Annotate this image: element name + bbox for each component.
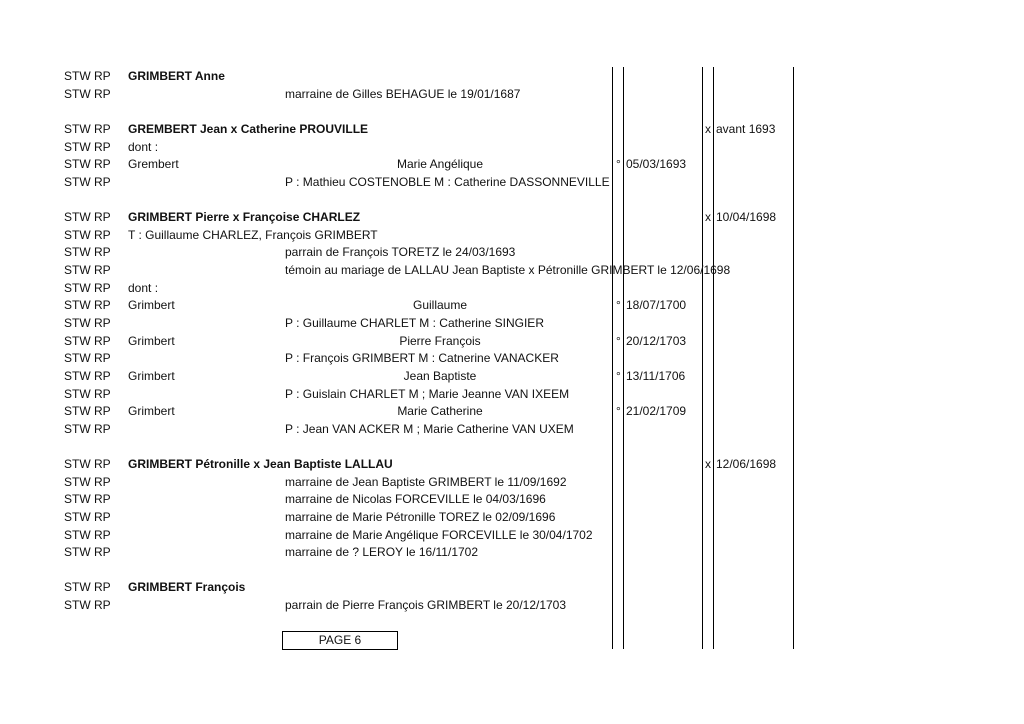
table-row: [0, 279, 1024, 297]
child-surname: Grembert: [128, 157, 179, 171]
person-heading: GRIMBERT Pétronille x Jean Baptiste LALLAU: [128, 457, 393, 471]
register-code: STW RP: [64, 387, 111, 401]
page-number-label: PAGE 6: [318, 633, 362, 647]
marriage-marker: x: [705, 210, 711, 224]
table-row: [0, 596, 1024, 614]
register-code: STW RP: [64, 175, 111, 189]
row-detail: P : François GRIMBERT M : Catnerine VANACKER: [285, 351, 559, 365]
register-code: STW RP: [64, 510, 111, 524]
table-row: [0, 332, 1024, 350]
row-detail: P : Mathieu COSTENOBLE M : Catherine DASSONNEVILLE: [285, 175, 610, 189]
row-detail: marraine de Nicolas FORCEVILLE le 04/03/1696: [285, 492, 546, 506]
birth-date: 21/02/1709: [626, 404, 687, 418]
register-code: STW RP: [64, 122, 111, 136]
table-row: [0, 173, 1024, 191]
table-row: [0, 208, 1024, 226]
table-row: [0, 508, 1024, 526]
birth-marker: °: [616, 157, 621, 171]
child-first-name: Marie Catherine: [397, 404, 483, 418]
row-detail: témoin au mariage de LALLAU Jean Baptiste x Pétronille GRIMBERT le 12/06/1698: [285, 263, 731, 277]
register-code: STW RP: [64, 351, 111, 365]
birth-date: 05/03/1693: [626, 157, 687, 171]
marriage-marker: x: [705, 122, 711, 136]
register-code: STW RP: [64, 528, 111, 542]
table-row: [0, 296, 1024, 314]
row-detail: marraine de Gilles BEHAGUE le 19/01/1687: [285, 87, 521, 101]
register-code: STW RP: [64, 228, 111, 242]
row-detail: marraine de Jean Baptiste GRIMBERT le 11/09/1692: [285, 475, 567, 489]
table-row: [0, 367, 1024, 385]
person-heading: GREMBERT Jean x Catherine PROUVILLE: [128, 122, 369, 136]
table-row: [0, 349, 1024, 367]
register-code: STW RP: [64, 404, 111, 418]
child-surname: Grimbert: [128, 298, 175, 312]
table-row: [0, 226, 1024, 244]
register-code: STW RP: [64, 580, 111, 594]
register-code: STW RP: [64, 157, 111, 171]
table-row: [0, 314, 1024, 332]
row-detail: parrain de Pierre François GRIMBERT le 20/12/1703: [285, 598, 567, 612]
birth-date: 20/12/1703: [626, 334, 687, 348]
table-row: [0, 455, 1024, 473]
marriage-date: 10/04/1698: [716, 210, 777, 224]
child-first-name: Jean Baptiste: [403, 369, 477, 383]
register-code: STW RP: [64, 245, 111, 259]
register-code: STW RP: [64, 210, 111, 224]
child-first-name: Pierre François: [399, 334, 481, 348]
marriage-marker: x: [705, 457, 711, 471]
table-row: [0, 120, 1024, 138]
register-code: STW RP: [64, 263, 111, 277]
birth-marker: °: [616, 404, 621, 418]
person-heading: GRIMBERT Anne: [128, 69, 225, 83]
row-detail: marraine de ? LEROY le 16/11/1702: [285, 545, 479, 559]
register-code: STW RP: [64, 334, 111, 348]
register-code: STW RP: [64, 369, 111, 383]
row-detail: parrain de François TORETZ le 24/03/1693: [285, 245, 516, 259]
table-row: [0, 243, 1024, 261]
table-row: [0, 155, 1024, 173]
register-code: STW RP: [64, 545, 111, 559]
register-code: STW RP: [64, 140, 111, 154]
row-note: dont :: [128, 140, 159, 154]
table-row: [0, 473, 1024, 491]
birth-marker: °: [616, 369, 621, 383]
page-number-box: [282, 631, 398, 650]
table-row: [0, 402, 1024, 420]
person-heading: GRIMBERT Pierre x Françoise CHARLEZ: [128, 210, 361, 224]
row-detail: P : Guillaume CHARLET M : Catherine SINGIER: [285, 316, 544, 330]
row-note: T : Guillaume CHARLEZ, François GRIMBERT: [128, 228, 378, 242]
marriage-date: 12/06/1698: [716, 457, 777, 471]
table-row: [0, 138, 1024, 156]
child-first-name: Guillaume: [412, 298, 468, 312]
register-code: STW RP: [64, 69, 111, 83]
marriage-date: avant 1693: [716, 122, 776, 136]
table-row: [0, 85, 1024, 103]
table-row: [0, 420, 1024, 438]
row-detail: marraine de Marie Pétronille TOREZ le 02/09/1696: [285, 510, 556, 524]
row-detail: P : Jean VAN ACKER M ; Marie Catherine VAN UXEM: [285, 422, 574, 436]
register-code: STW RP: [64, 475, 111, 489]
birth-date: 18/07/1700: [626, 298, 687, 312]
register-code: STW RP: [64, 492, 111, 506]
table-row: [0, 385, 1024, 403]
register-code: STW RP: [64, 316, 111, 330]
child-surname: Grimbert: [128, 334, 175, 348]
register-code: STW RP: [64, 298, 111, 312]
register-code: STW RP: [64, 457, 111, 471]
register-code: STW RP: [64, 281, 111, 295]
child-surname: Grimbert: [128, 404, 175, 418]
person-heading: GRIMBERT François: [128, 580, 246, 594]
table-row: [0, 578, 1024, 596]
row-detail: marraine de Marie Angélique FORCEVILLE le 30/04/1702: [285, 528, 593, 542]
row-detail: P : Guislain CHARLET M ; Marie Jeanne VAN IXEEM: [285, 387, 570, 401]
table-row: [0, 526, 1024, 544]
birth-marker: °: [616, 334, 621, 348]
child-first-name: Marie Angélique: [396, 157, 484, 171]
row-note: dont :: [128, 281, 159, 295]
table-row: [0, 543, 1024, 561]
register-code: STW RP: [64, 87, 111, 101]
birth-marker: °: [616, 298, 621, 312]
birth-date: 13/11/1706: [626, 369, 686, 383]
register-code: STW RP: [64, 598, 111, 612]
register-code: STW RP: [64, 422, 111, 436]
child-surname: Grimbert: [128, 369, 175, 383]
table-row: [0, 67, 1024, 85]
table-row: [0, 261, 1024, 279]
table-row: [0, 490, 1024, 508]
